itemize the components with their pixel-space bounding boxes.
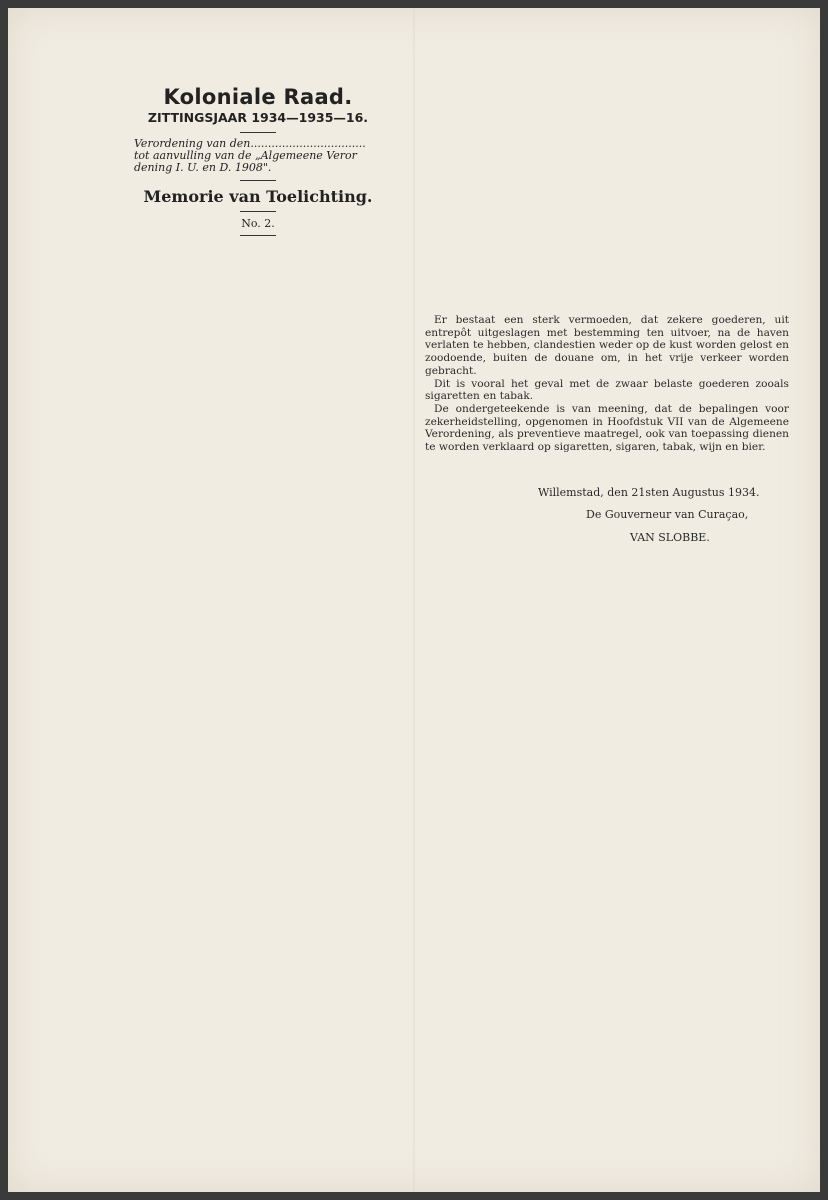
memorandum-body (425, 314, 789, 454)
divider (240, 235, 276, 236)
divider (240, 180, 276, 181)
signoff-line: De Gouverneur van Curaçao, (586, 508, 749, 521)
date-line: Willemstad, den 21sten Augustus 1934. (538, 486, 760, 499)
ordinance-line-3: dening I. U. en D. 1908". (134, 161, 272, 174)
body-paragraph: Dit is vooral het geval met de zwaar belaste goederen zooals sigaretten en tabak. (425, 377, 789, 403)
body-paragraph: Er bestaat een sterk vermoeden, dat zekere goederen, uit entrepôt uitgeslagen met bestemming ten uitvoer, na de haven verlaten te hebben, clandestien weder op de kust worden gelost en zoodoende, buiten de douane om, in het vrije verkeer worden gebracht. (425, 314, 789, 377)
document-header (118, 84, 398, 241)
session-year: ZITTINGSJAAR 1934—1935—16. (147, 110, 369, 125)
body-paragraph: De ondergeteekende is van meening, dat de bepalingen voor zekerheidstelling, opgenomen in Hoofdstuk VII van de Algemeene Verordening, als preventieve maatregel, ook van toepassing dienen te worden verklaard op sigaretten, sigaren, tabak, wijn en bier. (425, 402, 789, 454)
memorie-heading: Memorie van Toelichting. (143, 187, 373, 206)
page-fold (413, 8, 415, 1192)
document-page (8, 8, 820, 1192)
ordinance-line-2: tot aanvulling van de „Algemeene Veror (134, 149, 357, 162)
divider (240, 211, 276, 212)
document-number: No. 2. (241, 217, 275, 230)
divider (240, 132, 276, 133)
ordinance-line-1: Verordening van den................................. (134, 137, 366, 150)
signer-name: VAN SLOBBE. (630, 531, 710, 544)
council-title: Koloniale Raad. (163, 85, 353, 109)
